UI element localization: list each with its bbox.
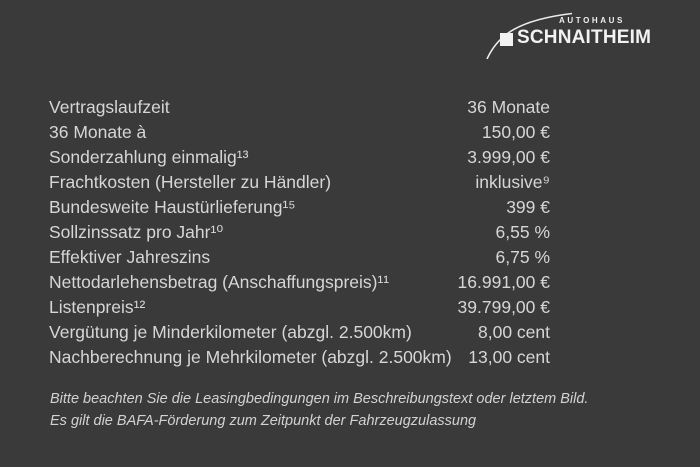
row-label: Nettodarlehensbetrag (Anschaffungspreis)¹¹ [49,272,390,292]
row-value: 13,00 cent [468,347,550,367]
row-label: Frachtkosten (Hersteller zu Händler) [49,172,332,192]
row-label: Sonderzahlung einmalig¹³ [49,147,249,167]
disclaimer-line-2: Es gilt die BAFA-Förderung zum Zeitpunkt der Fahrzeugzulassung [50,412,477,429]
table-row [49,145,550,170]
disclaimer [50,389,650,432]
disclaimer-line-1: Bitte beachten Sie die Leasingbedingungen im Beschreibungstext oder letztem Bild. [50,391,589,407]
row-label: Bundesweite Haustürlieferung¹⁵ [49,197,296,217]
dealer-logo [476,7,654,59]
row-label: Vertragslaufzeit [49,97,170,117]
table-row [49,345,550,370]
table-row [49,320,550,345]
table-row [49,170,550,195]
row-value: 16.991,00 € [457,272,550,292]
row-value: 6,55 % [495,222,550,242]
row-label: Nachberechnung je Mehrkilometer (abzgl. 2.500km) [49,347,452,367]
logo-brand-row [500,27,651,49]
row-value: 8,00 cent [478,322,550,342]
leasing-terms-table [49,95,550,370]
row-value: 6,75 % [495,247,550,267]
table-row [49,220,550,245]
row-value: 399 € [506,197,550,217]
row-label: Vergütung je Minderkilometer (abzgl. 2.500km) [49,322,412,342]
table-row [49,245,550,270]
row-value: 39.799,00 € [457,297,550,317]
logo-square-icon [500,33,513,46]
row-value: inklusive⁹ [475,172,550,192]
row-value: 150,00 € [481,122,550,142]
row-label: Listenpreis¹² [49,297,146,317]
logo-autohaus-text: AUTOHAUS [559,16,625,25]
table-row [49,120,550,145]
row-label: 36 Monate à [49,122,147,142]
row-value: 36 Monate [467,97,550,117]
row-label: Sollzinssatz pro Jahr¹⁰ [49,222,224,242]
table-row [49,270,550,295]
table-row [49,195,550,220]
logo-brand-name: SCHNAITHEIM [517,27,652,48]
row-label: Effektiver Jahreszins [49,247,211,267]
table-row [49,95,550,120]
row-value: 3.999,00 € [467,147,550,167]
table-row [49,295,550,320]
